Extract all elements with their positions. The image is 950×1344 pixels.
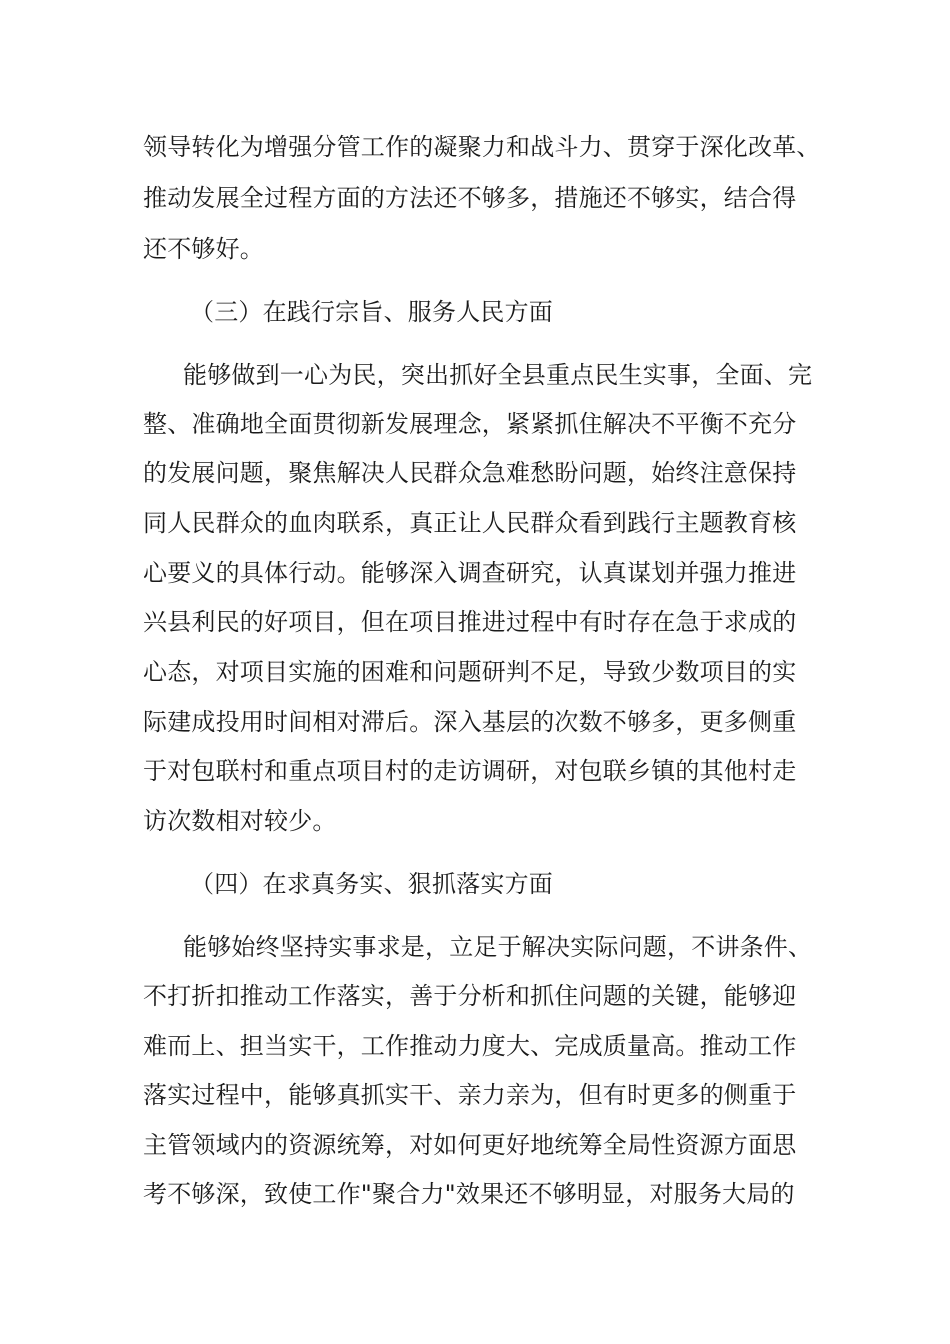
body-text-line: 心态，对项目实施的困难和问题研判不足，导致少数项目的实 [143, 658, 797, 686]
body-text-line: 心要义的具体行动。能够深入调查研究，认真谋划并强力推进 [143, 559, 797, 587]
body-text-line: 能够始终坚持实事求是，立足于解决实际问题，不讲条件、 [183, 933, 813, 961]
body-text-line: 还不够好。 [143, 235, 264, 263]
body-text-line: 考不够深，致使工作"聚合力"效果还不够明显，对服务大局的 [143, 1180, 795, 1208]
body-text-line: 主管领域内的资源统筹，对如何更好地统筹全局性资源方面思 [143, 1131, 797, 1159]
body-text-line: 同人民群众的血肉联系，真正让人民群众看到践行主题教育核 [143, 509, 797, 537]
body-text-line: 难而上、担当实干，工作推动力度大、完成质量高。推动工作 [143, 1032, 797, 1060]
body-text-line: 的发展问题，聚焦解决人民群众急难愁盼问题，始终注意保持 [143, 459, 797, 487]
body-text-line: 兴县利民的好项目，但在项目推进过程中有时存在急于求成的 [143, 608, 797, 636]
body-text-line: 推动发展全过程方面的方法还不够多，措施还不够实，结合得 [143, 184, 797, 212]
section-heading-4: （四）在求真务实、狠抓落实方面 [190, 870, 553, 898]
body-text-line: 际建成投用时间相对滞后。深入基层的次数不够多，更多侧重 [143, 708, 797, 736]
body-text-line: 于对包联村和重点项目村的走访调研，对包联乡镇的其他村走 [143, 757, 797, 785]
body-text-line: 不打折扣推动工作落实，善于分析和抓住问题的关键，能够迎 [143, 982, 797, 1010]
body-text-line: 访次数相对较少。 [143, 807, 337, 835]
body-text-line: 落实过程中，能够真抓实干、亲力亲为，但有时更多的侧重于 [143, 1081, 797, 1109]
body-text-line: 整、准确地全面贯彻新发展理念，紧紧抓住解决不平衡不充分 [143, 410, 797, 438]
section-heading-3: （三）在践行宗旨、服务人民方面 [190, 298, 553, 326]
body-text-line: 领导转化为增强分管工作的凝聚力和战斗力、贯穿于深化改革、 [143, 133, 821, 161]
body-text-line: 能够做到一心为民，突出抓好全县重点民生实事，全面、完 [183, 361, 813, 389]
